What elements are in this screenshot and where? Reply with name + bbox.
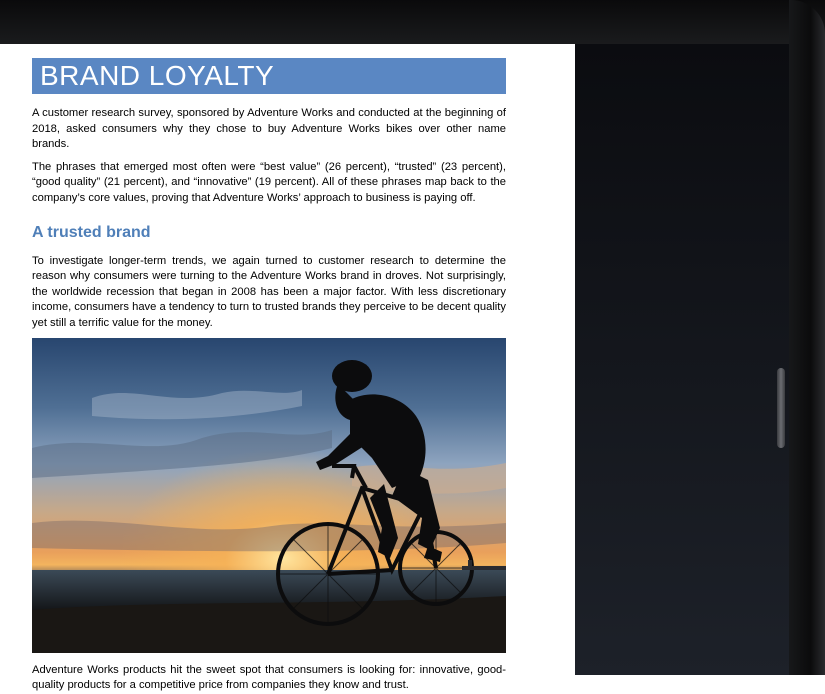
paragraph-phrases: The phrases that emerged most often were “best value” (26 percent), “trusted” (23 percent), “good quality” (21 percent), and “innovative” (19 percent). All of these phrases map back to the company’s core values, proving that Adventure Works’ approach to business is paying off. <box>32 160 506 204</box>
document-content <box>32 58 506 694</box>
tablet-bezel-right <box>789 0 825 675</box>
paragraph-sweet-spot: Adventure Works products hit the sweet spot that consumers is looking for: innovative, good-quality products for a competitive price from companies they know and trust. <box>32 663 506 692</box>
section-heading: A trusted brand <box>32 223 151 241</box>
tablet-screen <box>0 44 789 692</box>
paragraph-trends: To investigate longer-term trends, we again turned to customer research to determine the reason why consumers were turning to the Adventure Works brand in droves. Not surprisingly, the worldwide recession that began in 2008 has been a major factor. With less discretionary income, consumers have a tendency to turn to trusted brands they perceive to be decent quality yet still a terrific value for the money. <box>32 254 506 329</box>
document-title: BRAND LOYALTY <box>40 60 275 91</box>
cyclist-sunset-photo <box>32 338 506 653</box>
dark-screen-area <box>575 44 789 675</box>
title-banner <box>32 58 506 94</box>
tablet-bezel-top <box>0 0 825 44</box>
document-page[interactable] <box>0 44 575 692</box>
paragraph-survey: A customer research survey, sponsored by Adventure Works and conducted at the beginning of 2018, asked consumers why they chose to buy Adventure Works bikes over other name brands. <box>32 107 506 151</box>
tablet-side-button[interactable] <box>777 368 785 448</box>
cyclist-silhouette-image <box>32 338 506 653</box>
